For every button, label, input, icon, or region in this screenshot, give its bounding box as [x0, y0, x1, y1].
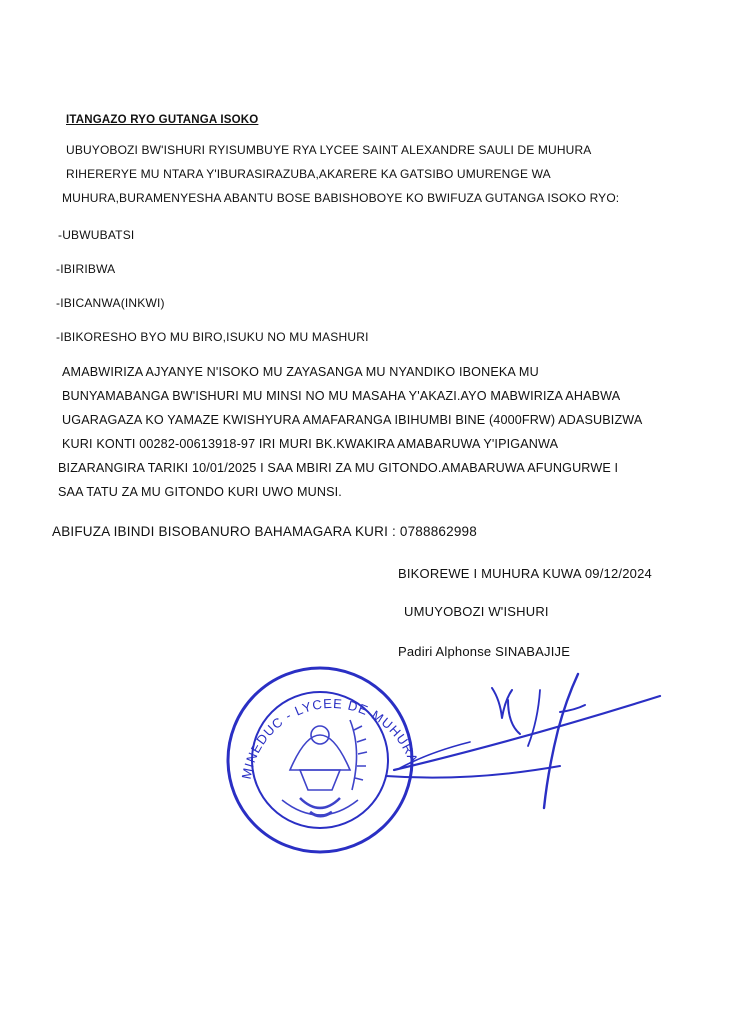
signatory-name: Padiri Alphonse SINABAJIJE	[398, 644, 571, 659]
place-date: BIKOREWE I MUHURA KUWA 09/12/2024	[398, 566, 652, 581]
intro-line: MUHURA,BURAMENYESHA ABANTU BOSE BABISHOBOYE KO BWIFUZA GUTANGA ISOKO RYO:	[62, 191, 620, 205]
stamp-text: MINEDUC - LYCEE DE MUHURA	[238, 695, 422, 781]
list-item: -IBICANWA(INKWI)	[56, 296, 165, 310]
list-item: -IBIKORESHO BYO MU BIRO,ISUKU NO MU MASHURI	[56, 330, 369, 344]
emblem-icon	[282, 720, 367, 816]
conditions-line: KURI KONTI 00282-00613918-97 IRI MURI BK.KWAKIRA AMABARUWA Y'IPIGANWA	[62, 437, 559, 451]
intro-paragraph	[62, 138, 619, 210]
conditions-paragraph	[58, 360, 643, 504]
signatory-role: UMUYOBOZI W'ISHURI	[404, 604, 549, 619]
conditions-line: UGARAGAZA KO YAMAZE KWISHYURA AMAFARANGA IBIHUMBI BINE (4000FRW) ADASUBIZWA	[62, 413, 643, 427]
conditions-line: SAA TATU ZA MU GITONDO KURI UWO MUNSI.	[58, 485, 342, 499]
contact-line: ABIFUZA IBINDI BISOBANURO BAHAMAGARA KURI : 0788862998	[52, 524, 477, 539]
handwritten-signature	[386, 674, 660, 808]
list-item: -IBIRIBWA	[56, 262, 116, 276]
list-item: -UBWUBATSI	[58, 228, 135, 242]
notice-title: ITANGAZO RYO GUTANGA ISOKO	[66, 114, 259, 126]
school-stamp	[228, 668, 421, 852]
intro-line: UBUYOBOZI BW'ISHURI RYISUMBUYE RYA LYCEE SAINT ALEXANDRE SAULI DE MUHURA	[66, 143, 592, 157]
conditions-line: AMABWIRIZA AJYANYE N'ISOKO MU ZAYASANGA MU NYANDIKO IBONEKA MU	[62, 365, 539, 379]
conditions-line: BIZARANGIRA TARIKI 10/01/2025 I SAA MBIRI ZA MU GITONDO.AMABARUWA AFUNGURWE I	[58, 461, 619, 475]
conditions-line: BUNYAMABANGA BW'ISHURI MU MINSI NO MU MASAHA Y'AKAZI.AYO MABWIRIZA AHABWA	[62, 389, 621, 403]
intro-line: RIHERERYE MU NTARA Y'IBURASIRAZUBA,AKARERE KA GATSIBO UMURENGE WA	[66, 167, 551, 181]
